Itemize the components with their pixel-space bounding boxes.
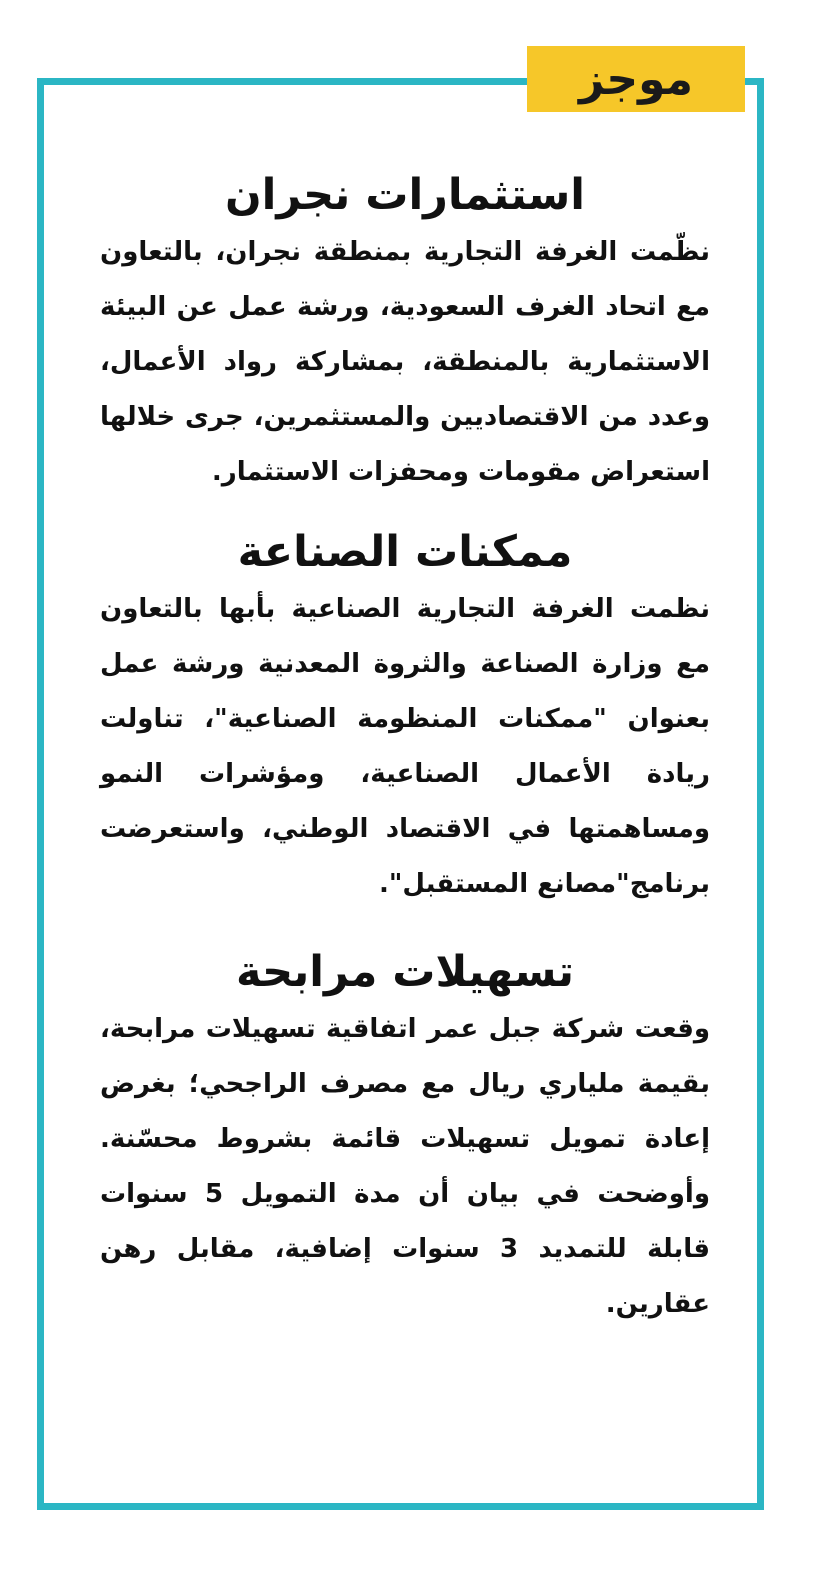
- news-headline: تسهيلات مرابحة: [236, 947, 574, 997]
- news-item-najran-investments: [100, 165, 710, 500]
- news-item-murabaha-facilities: [100, 942, 710, 1332]
- news-item-industry-enablers: [100, 522, 710, 912]
- news-headline: استثمارات نجران: [224, 170, 586, 220]
- news-headline: ممكنات الصناعة: [237, 527, 573, 577]
- news-body: نظّمت الغرفة التجارية بمنطقة نجران، بالتعاون مع اتحاد الغرف السعودية، ورشة عمل عن البيئة الاستثمارية بالمنطقة، بمشاركة رواد الأعمال، وعدد من الاقتصاديين والمستثمرين، جرى خلالها استعراض مقومات ومحفزات الاستثمار.: [100, 237, 710, 487]
- news-body: نظمت الغرفة التجارية الصناعية بأبها بالتعاون مع وزارة الصناعة والثروة المعدنية ورشة عمل بعنوان "ممكنات المنظومة الصناعية"، تناولت ريادة الأعمال الصناعية، ومؤشرات النمو ومساهمتها في الاقتصاد الوطني، واستعرضت برنامج"مصانع المستقبل".: [100, 594, 710, 899]
- brief-badge-label: موجز: [579, 53, 693, 105]
- brief-content: [100, 165, 710, 1332]
- news-body: وقعت شركة جبل عمر اتفاقية تسهيلات مرابحة، بقيمة ملياري ريال مع مصرف الراجحي؛ بغرض إعادة تمويل تسهيلات قائمة بشروط محسّنة. وأوضحت في بيان أن مدة التمويل 5 سنوات قابلة للتمديد 3 سنوات إضافية، مقابل رهن عقارين.: [100, 1014, 710, 1319]
- brief-badge: [527, 46, 745, 112]
